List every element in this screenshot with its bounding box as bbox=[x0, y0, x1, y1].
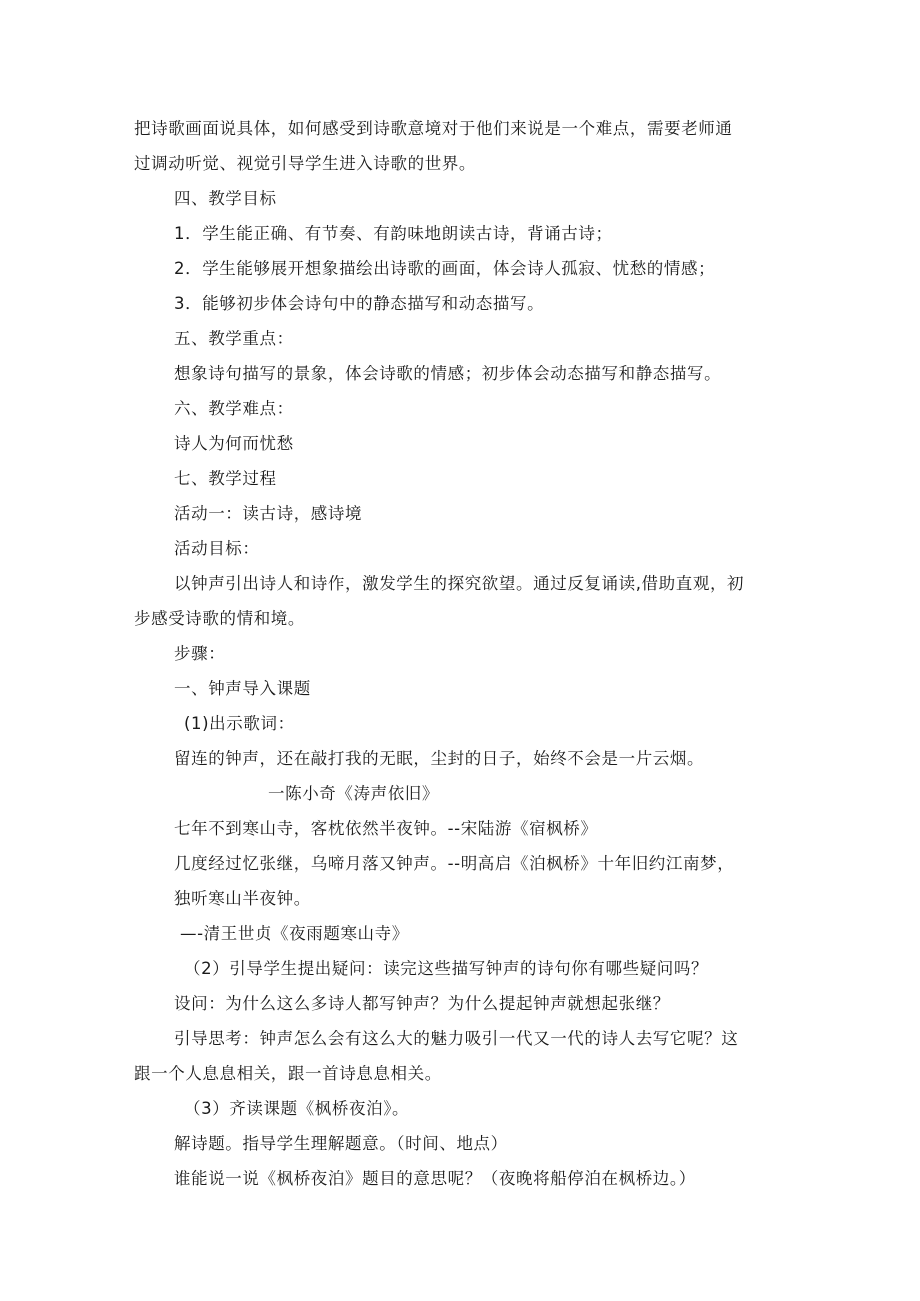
list-item: 1．学生能正确、有节奏、有韵味地朗读古诗，背诵古诗； bbox=[174, 224, 613, 243]
quote-line: 留连的钟声，还在敲打我的无眠，尘封的日子，始终不会是一片云烟。 bbox=[174, 749, 705, 768]
paragraph-line: 以钟声引出诗人和诗作，激发学生的探究欲望。通过反复诵读,借助直观，初 bbox=[174, 574, 745, 593]
paragraph-line: 想象诗句描写的景象，体会诗歌的情感；初步体会动态描写和静态描写。 bbox=[174, 364, 722, 383]
quote-attribution: —-清王世贞《夜雨题寒山寺》 bbox=[180, 924, 409, 943]
step-item: （3）齐读课题《枫桥夜泊》。 bbox=[184, 1099, 410, 1118]
quote-line: 七年不到寒山寺，客枕依然半夜钟。--宋陆游《宿枫桥》 bbox=[174, 819, 598, 838]
list-item: 2．学生能够展开想象描绘出诗歌的画面，体会诗人孤寂、忧愁的情感； bbox=[174, 259, 716, 278]
activity-heading: 活动一：读古诗，感诗境 bbox=[174, 504, 363, 523]
paragraph-line: 设问：为什么这么多诗人都写钟声？为什么提起钟声就想起张继？ bbox=[174, 994, 670, 1013]
section-heading: 四、教学目标 bbox=[174, 189, 277, 208]
section-heading: 六、教学难点： bbox=[174, 399, 294, 418]
paragraph-line: 解诗题。指导学生理解题意。（时间、地点） bbox=[174, 1134, 508, 1153]
paragraph-line: 谁能说一说《枫桥夜泊》题目的意思呢？（夜晚将船停泊在枫桥边。） bbox=[174, 1169, 696, 1188]
paragraph-line: 把诗歌画面说具体，如何感受到诗歌意境对于他们来说是一个难点，需要老师通 bbox=[134, 119, 733, 138]
step-item: (1)出示歌词： bbox=[184, 714, 295, 733]
paragraph-line: 诗人为何而忧愁 bbox=[174, 434, 294, 453]
list-item: 3．能够初步体会诗句中的静态描写和动态描写。 bbox=[174, 294, 545, 313]
subheading: 步骤： bbox=[174, 644, 226, 663]
step-heading: 一、钟声导入课题 bbox=[174, 679, 311, 698]
paragraph-line: 跟一个人息息相关，跟一首诗息息相关。 bbox=[134, 1064, 442, 1083]
quote-attribution: 一陈小奇《涛声依旧》 bbox=[268, 784, 439, 803]
paragraph-line: 引导思考：钟声怎么会有这么大的魅力吸引一代又一代的诗人去写它呢？这 bbox=[174, 1029, 739, 1048]
section-heading: 七、教学过程 bbox=[174, 469, 277, 488]
step-item: （2）引导学生提出疑问：读完这些描写钟声的诗句你有哪些疑问吗？ bbox=[184, 959, 709, 978]
subheading: 活动目标： bbox=[174, 539, 260, 558]
paragraph-line: 步感受诗歌的情和境。 bbox=[134, 609, 305, 628]
section-heading: 五、教学重点： bbox=[174, 329, 294, 348]
paragraph-line: 过调动听觉、视觉引导学生进入诗歌的世界。 bbox=[134, 154, 476, 173]
quote-line: 几度经过忆张继，乌啼月落又钟声。--明高启《泊枫桥》十年旧约江南梦， bbox=[174, 854, 735, 873]
quote-line: 独听寒山半夜钟。 bbox=[174, 889, 311, 908]
